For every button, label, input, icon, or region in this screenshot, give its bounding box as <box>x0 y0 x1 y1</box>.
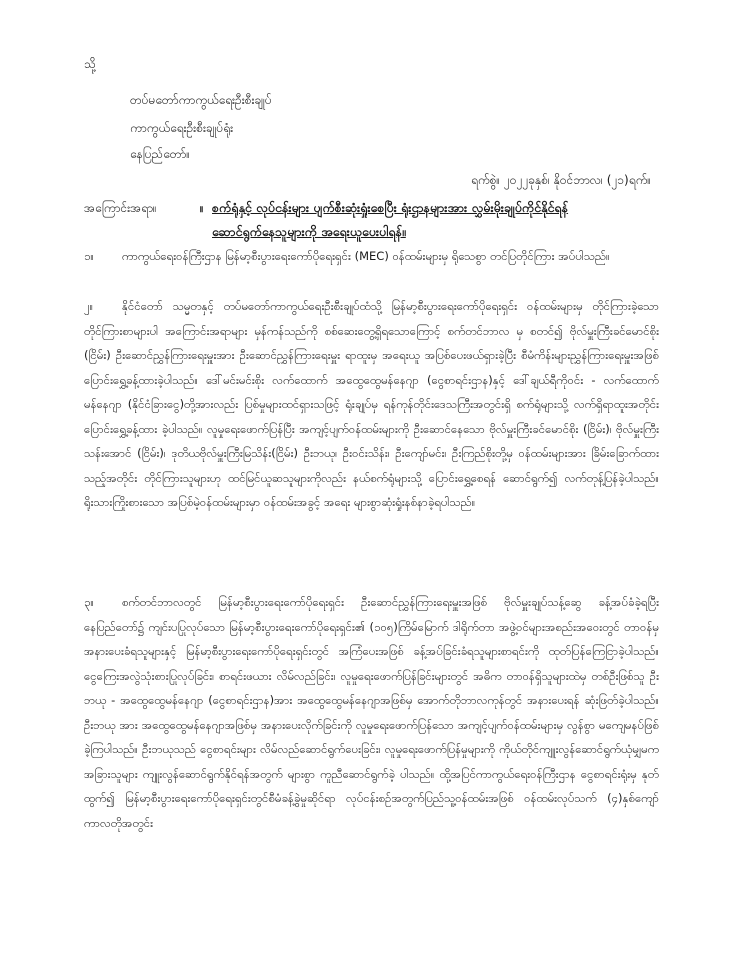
subject-line-1: စက်ရုံနှင့် လုပ်ငန်းများ ပျက်စီးဆုံးရှုံးစေပြီး ရုံးဌာနများအား လွှမ်းမိုးချုပ်ကိုင်နိုင်ရန် <box>212 200 569 215</box>
recipient-line-3: နေပြည်တော်။ <box>130 147 190 161</box>
subject-number: ။ <box>200 201 204 215</box>
paragraph-3 <box>84 590 659 835</box>
paragraph-1 <box>84 244 659 269</box>
paragraph-number: ၁။ <box>84 249 94 263</box>
paragraph-text: ကာကွယ်ရေးဝန်ကြီးဌာန မြန်မာ့စီးပွားရေးကော်ပိုရေးရှင်း (MEC) ဝန်ထမ်းများမှ ရိုသေစွာ တင်ပြတိုင်ကြား အပ်ပါသည်။ <box>122 249 610 263</box>
paragraph-number: ၂။ <box>84 299 94 313</box>
subject-line-2: ဆောင်ရွက်နေသူများကို အရေးယူပေးပါရန်။ <box>212 224 406 239</box>
recipient-line-2: ကာကွယ်ရေးဦးစီးချုပ်ရုံး <box>130 121 234 135</box>
paragraph-text: နိုင်ငံတော် သမ္မတနှင့် တပ်မတော်ကာကွယ်ရေးဦးစီးချုပ်ထံသို့ မြန်မာ့စီးပွားရေးကော်ပိုရေးရှင်း ဝန်ထမ်းများမှ တိုင်ကြားခဲ့သော တိုင်ကြားစာများပါ အကြောင်းအရာများ မှန်ကန်သည်ကို စစ်ဆေးတွေ့ရှိရသောကြောင့် စက်တင်ဘာလ မှ စတင်၍ ဗိုလ်မှူးကြီးခင်မောင်စိုး (ငြိမ်း) ဦးဆောင်ညွှန်ကြားရေးမှူးအား ဦးဆောင်ညွှန်ကြားရေးမှူး ရာထူးမှ အရေးယူ အပြစ်ပေးဖယ်ရှားခဲ့ပြီး စီမံကိန်းများညွှန်ကြားရေးမှူးအဖြစ် ပြောင်းရွှေ့ခန့်ထားခဲ့ပါသည်။ ဒေါ်မင်းမင်းစိုး လက်ထောက် အထွေထွေမန်နေဂျာ (ငွေစာရင်းဌာန)နှင့် ဒေါ်ချယ်ရီကိုဝင်း - လက်ထောက်မန်နေဂျာ (နိုင်ငံခြားငွေ)တို့အားလည်း ပြစ်မှုများထင်ရှားသဖြင့် ရုံးချုပ်မှ ရန်ကုန်တိုင်းဒေသကြီးအတွင်းရှိ စက်ရုံများသို့ လက်ရှိရာထူးအတိုင်းပြောင်းရွှေ့ခန့်ထား ခဲ့ပါသည်။ လူမှုရေးဖောက်ပြန်ပြီး အကျင့်ပျက်ဝန်ထမ်းများကို ဦးဆောင်နေသော ဗိုလ်မှူးကြီးခင်မောင်စိုး (ငြိမ်း)၊ ဗိုလ်မှူးကြီး သန်းအောင် (ငြိမ်း)၊ ဒုတိယဗိုလ်မှူးကြီးမြသိန်း(ငြိမ်း) ဦးဘယု၊ ဦးဝင်းသိန်း၊ ဦးကျော်မင်း၊ ဦးကြည်စိုးတို့မှ ဝန်ထမ်းများအား ခြိမ်းခြောက်ထားသည့်အတိုင်း တိုင်ကြားသူများဟု ထင်မြင်ယူဆသူများကိုလည်း နယ်စက်ရုံများသို့ ပြောင်းရွှေ့စေရန် ဆောင်ရွက်၍ လက်တုန့်ပြန်ခဲ့ပါသည်။ ရိုးသားကြိုးစားသော အပြစ်မဲ့ဝန်ထမ်းများမှာ ဝန်ထမ်းအခွင့် အရေး များစွာဆုံးရှုံးနစ်နာခဲ့ရပါသည်။ <box>84 299 659 509</box>
recipient-line-1: တပ်မတော်ကာကွယ်ရေးဦးစီးချုပ် <box>130 93 272 107</box>
paragraph-text: စက်တင်ဘာလတွင် မြန်မာ့စီးပွားရေးကော်ပိုရေးရှင်း ဦးဆောင်ညွှန်ကြားရေးမှူးအဖြစ် ဗိုလ်မှူးချုပ်သန့်ဆွေ ခန့်အပ်ခံခဲ့ရပြီး နေပြည်တော်၌ ကျင်းပပြုလုပ်သော မြန်မာ့စီးပွားရေးကော်ပိုရေးရှင်း၏ (၁၀၅)ကြိမ်မြောက် ဒါရိုက်တာ အဖွဲ့ဝင်များအစည်းအဝေးတွင် တာဝန်မှ အနားပေးခံရသူများနှင့် မြန်မာ့စီးပွားရေးကော်ပိုရေးရှင်းတွင် အကြံပေးအဖြစ် ခန့်အပ်ခြင်းခံရသူများစာရင်းကို ထုတ်ပြန်ကြေငြာခဲ့ပါသည်။ ငွေကြေးအလွဲသုံးစားပြုလုပ်ခြင်း၊ စာရင်းဖယား လိမ်လည်ခြင်း၊ လူမှုရေးဖောက်ပြန်ခြင်းများတွင် အဓိက တာဝန်ရှိသူများထဲမှ တစ်ဦးဖြစ်သူ ဦးဘယု - အထွေထွေမန်နေဂျာ (ငွေစာရင်းဌာန)အား အထွေထွေမန်နေဂျာအဖြစ်မှ အောက်တိုဘာလကုန်တွင် အနားပေးရန် ဆုံးဖြတ်ခဲ့ပါသည်။ ဦးဘယု အား အထွေထွေမန်နေဂျာအဖြစ်မှ အနားပေးလိုက်ခြင်းကို လူမှုရေးဖောက်ပြန်သော အကျင့်ပျက်ဝန်ထမ်းများမှ လွန်စွာ မကျေမနပ်ဖြစ်ခဲ့ကြပါသည်။ ဦးဘယုသည် ငွေစာရင်းများ လိမ်လည်ဆောင်ရွက်ပေးခြင်း၊ လူမှုရေးဖောက်ပြန်မှုများကို ကိုယ်တိုင်ကျူးလွန်ဆောင်ရွက်ယုံမျှမက အခြားသူများ ကျူးလွန်ဆောင်ရွက်နိုင်ရန်အတွက် များစွာ ကူညီဆောင်ရွက်ခဲ့ ပါသည်။ ထို့အပြင်ကာကွယ်ရေးဝန်ကြီးဌာန ငွေစာရင်းရုံးမှ နုတ်ထွက်၍ မြန်မာ့စီးပွားရေးကော်ပိုရေးရှင်းတွင်စီမံခန့်ခွဲမှုဆိုင်ရာ လုပ်ငန်းစဉ်အတွက်ပြည်သူ့ဝန်ထမ်းအဖြစ် ဝန်ထမ်းလုပ်သက် (၄)နှစ်ကျော် ကာလတိုအတွင်း <box>84 595 659 830</box>
paragraph-number: ၃။ <box>84 595 94 609</box>
addressee-prefix: သို့ <box>84 57 96 71</box>
subject-label: အကြောင်းအရာ။ <box>84 201 157 215</box>
letter-date: ရက်စွဲ။ ၂၀၂၂ခုနှစ်၊ နိုဝင်ဘာလ၊ (၂၁)ရက်။ <box>471 173 651 187</box>
paragraph-2 <box>84 294 659 515</box>
